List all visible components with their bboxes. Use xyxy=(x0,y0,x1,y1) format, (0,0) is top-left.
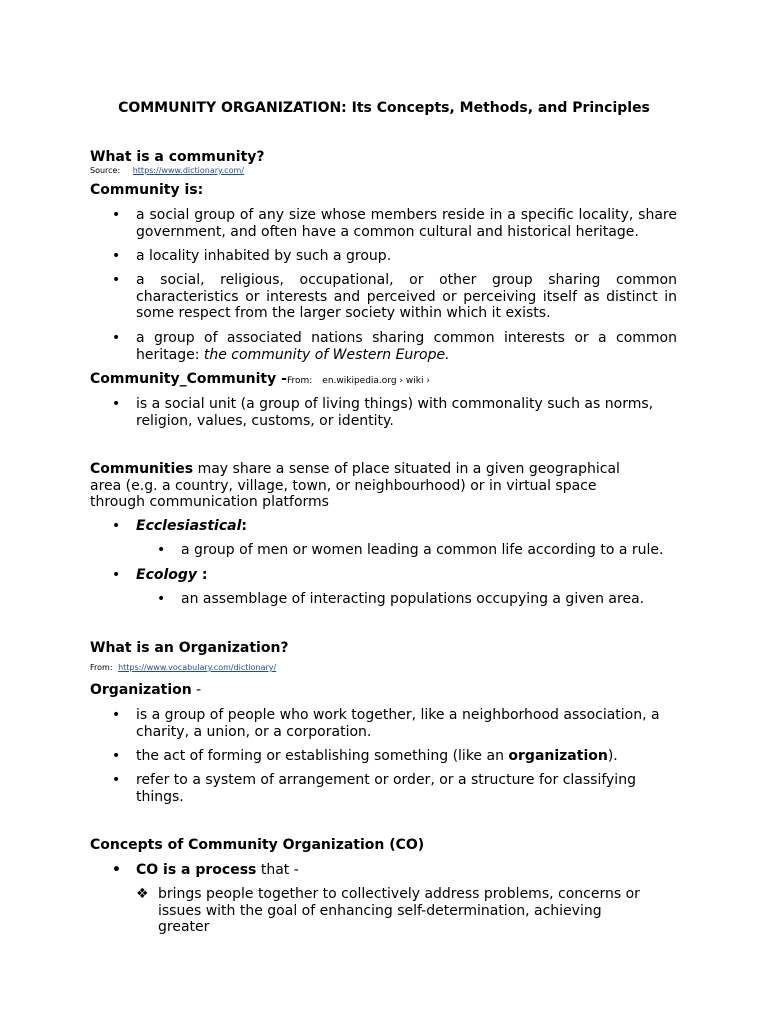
source-link[interactable]: https://www.vocabulary.com/dictionary/ xyxy=(118,663,277,672)
communities-paragraph: Communities may share a sense of place situated in a given geographical area (e.g. a country, village, town, or neighbourhood) or in virtual space through communication platforms xyxy=(90,461,620,510)
heading-concepts-co: Concepts of Community Organization (CO) xyxy=(90,837,425,853)
document-title: COMMUNITY ORGANIZATION: Its Concepts, Methods, and Principles xyxy=(118,100,650,116)
bullet-icon: • xyxy=(112,207,121,223)
source-label: Source: xyxy=(90,166,121,175)
source-line xyxy=(90,663,276,672)
source-line xyxy=(90,166,244,175)
bullet-icon: • xyxy=(157,542,166,558)
bullet-icon: • xyxy=(112,272,121,288)
source-link[interactable]: https://www.dictionary.com/ xyxy=(132,166,244,175)
diamond-bullet-icon: ❖ xyxy=(136,886,149,902)
bullet-icon: • xyxy=(112,567,121,583)
from-source: en.wikipedia.org › wiki › xyxy=(322,376,430,386)
heading-what-is-organization: What is an Organization? xyxy=(90,640,289,656)
bullet-icon: • xyxy=(112,748,121,764)
from-label: From: xyxy=(286,376,313,386)
bullet-icon: • xyxy=(112,248,121,264)
heading-what-is-community: What is a community? xyxy=(90,149,265,165)
bullet-icon: • xyxy=(157,591,166,607)
bullet-icon: • xyxy=(112,707,121,723)
heading-community-wiki: Community_Community -From: en.wikipedia.org › wiki › xyxy=(90,371,430,387)
bullet-icon: • xyxy=(112,862,121,878)
bullet-icon: • xyxy=(112,772,121,788)
heading-community-is: Community is: xyxy=(90,182,204,198)
document-page: COMMUNITY ORGANIZATION: Its Concepts, Methods, and Principles What is a community? Source: https://www.dictionary.com/ Community is: • a social group of any size whose members reside in a specific locality, share government, and often have a common cultural and historical heritage. • a locality inhabited by such a group. • a social, religious, occupational, or other group sharing common characteristics or interests and perceived or perceiving itself as distinct in some respect from the larger society within which it exists. • a group of associated nations sharing common interests or a common heritage: the community of Western Europe. Community_Community -From: en.wikipedia.org › wiki › • is a social unit (a group of living things) with commonality such as norms, religion, values, customs, or identity. Communities may share a sense of place situated in a given geographical area (e.g. a country, village, town, or neighbourhood) or in virtual space through communication platforms • Ecclesiastical: • a group of men or women leading a common life according to a rule. • Ecology : • an assemblage of interacting populations occupying a given area. What is an Organization? From: https://www.vocabulary.com/dictionary/ Organization - • is a group of people who work together, like a neighborhood association, a charity, a union, or a corporation. • the act of forming or establishing something (like an organization). • refer to a system of arrangement or order, or a structure for classifying things. Concepts of Community Organization (CO) • CO is a process that - ❖ brings people together to collectively address problems, concerns or issues with the goal of enhancing self-determination, achieving greater xyxy=(0,0,768,1024)
heading-organization: Organization - xyxy=(90,682,202,698)
bullet-icon: • xyxy=(112,396,121,412)
bullet-icon: • xyxy=(112,518,121,534)
bullet-icon: • xyxy=(112,330,121,346)
from-label: From: xyxy=(90,663,113,672)
